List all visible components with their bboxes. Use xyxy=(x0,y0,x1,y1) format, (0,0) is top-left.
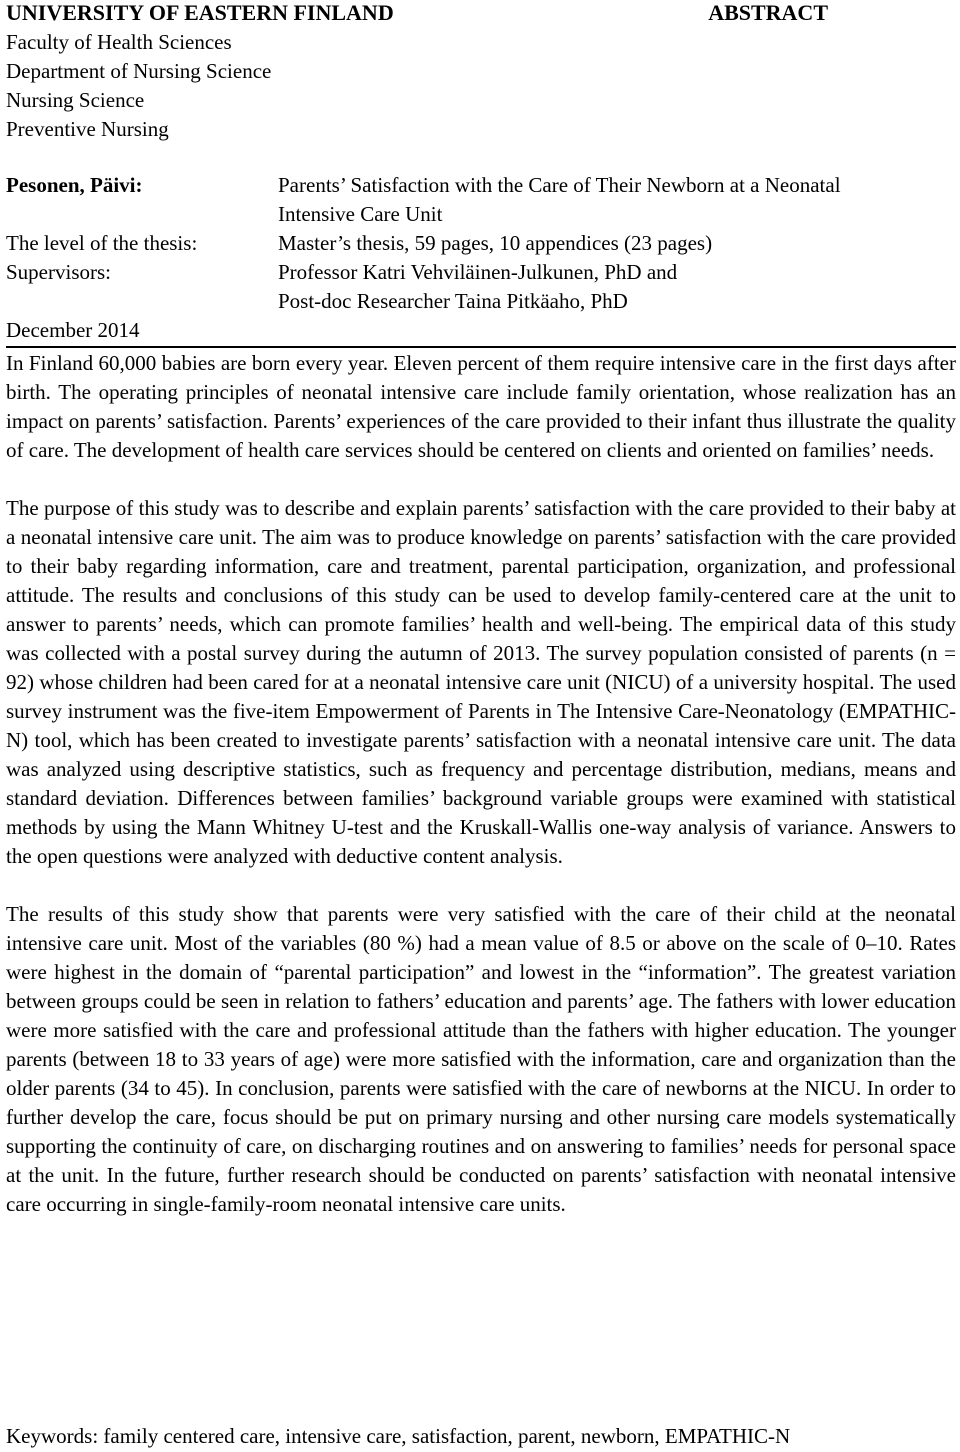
thesis-title-line-1: Parents’ Satisfaction with the Care of Their Newborn at a Neonatal xyxy=(278,173,841,197)
thesis-level-row xyxy=(6,229,956,258)
thesis-metadata xyxy=(6,171,956,316)
section-divider xyxy=(6,346,956,348)
abstract-paragraph-3: The results of this study show that parents were very satisfied with the care of their child at the neonatal intensive care unit. Most of the variables (80 %) had a mean value of 8.5 or above on the scale of 0–10. Rates were highest in the domain of “parental participation” and lowest in the “information”. The greatest variation between groups could be seen in relation to fathers’ education and parents’ age. The fathers with lower education were more satisfied with the care and professional attitude than the fathers with higher education. The younger parents (between 18 to 33 years of age) were more satisfied with the information, care and organization than the older parents (34 to 45). In conclusion, parents were satisfied with the care of newborns at the NICU. In order to further develop the care, focus should be put on primary nursing and other nursing care models systematically supporting the continuity of care, on discharging routines and on answering to families’ needs for personal space at the unit. In the future, further research should be conducted on parents’ satisfaction with neonatal intensive care occurring in single-family-room neonatal intensive care units. xyxy=(6,902,956,1216)
supervisor-2-row xyxy=(6,287,956,316)
keywords-line: Keywords: family centered care, intensive care, satisfaction, parent, newborn, EMPATHIC-N xyxy=(6,1424,791,1448)
abstract-body xyxy=(6,349,956,1248)
document-header xyxy=(6,0,956,150)
document-type-heading: ABSTRACT xyxy=(708,0,828,25)
supervisors-label: Supervisors: xyxy=(6,260,111,284)
supervisor-1: Professor Katri Vehviläinen-Julkunen, PhD and xyxy=(278,260,678,284)
document-page xyxy=(6,0,956,1448)
author-row xyxy=(6,171,956,200)
title-continuation-row xyxy=(6,200,956,229)
thesis-level-label: The level of the thesis: xyxy=(6,231,198,255)
thesis-title-line-2: Intensive Care Unit xyxy=(278,202,443,226)
department-name: Department of Nursing Science xyxy=(6,59,272,83)
supervisor-2: Post-doc Researcher Taina Pitkäaho, PhD xyxy=(278,289,628,313)
faculty-name: Faculty of Health Sciences xyxy=(6,30,232,54)
supervisors-row xyxy=(6,258,956,287)
submission-date: December 2014 xyxy=(6,318,140,342)
specialty-name: Preventive Nursing xyxy=(6,117,169,141)
author-name: Pesonen, Päivi: xyxy=(6,173,143,197)
department-block xyxy=(6,28,271,144)
abstract-paragraph-1: In Finland 60,000 babies are born every year. Eleven percent of them require intensive care in the first days after birth. The operating principles of neonatal intensive care include family orientation, whose realization has an impact on parents’ satisfaction. Parents’ experiences of the care provided to their infant thus illustrate the quality of care. The development of health care services should be centered on clients and oriented on families’ needs. xyxy=(6,351,956,462)
university-name: UNIVERSITY OF EASTERN FINLAND xyxy=(6,0,394,25)
thesis-level-value: Master’s thesis, 59 pages, 10 appendices (23 pages) xyxy=(278,231,713,255)
subject-name: Nursing Science xyxy=(6,88,145,112)
abstract-paragraph-2: The purpose of this study was to describe and explain parents’ satisfaction with the care provided to their baby at a neonatal intensive care unit. The aim was to produce knowledge on parents’ satisfaction with the care provided to their baby regarding information, care and treatment, parental participation, organization, and professional attitude. The results and conclusions of this study can be used to develop family-centered care at the unit to answer to parents’ needs, which can promote families’ health and well-being. The empirical data of this study was collected with a postal survey during the autumn of 2013. The survey population consisted of parents (n = 92) whose children had been cared for at a neonatal intensive care unit (NICU) of a university hospital. The used survey instrument was the five-item Empowerment of Parents in The Intensive Care-Neonatology (EMPATHIC-N) tool, which has been created to investigate parents’ satisfaction with a neonatal intensive care unit. The data was analyzed using descriptive statistics, such as frequency and percentage distribution, medians, means and standard deviation. Differences between families’ background variable groups were examined with statistical methods by using the Mann Whitney U-test and the Kruskall-Wallis one-way analysis of variance. Answers to the open questions were analyzed with deductive content analysis. xyxy=(6,496,956,868)
